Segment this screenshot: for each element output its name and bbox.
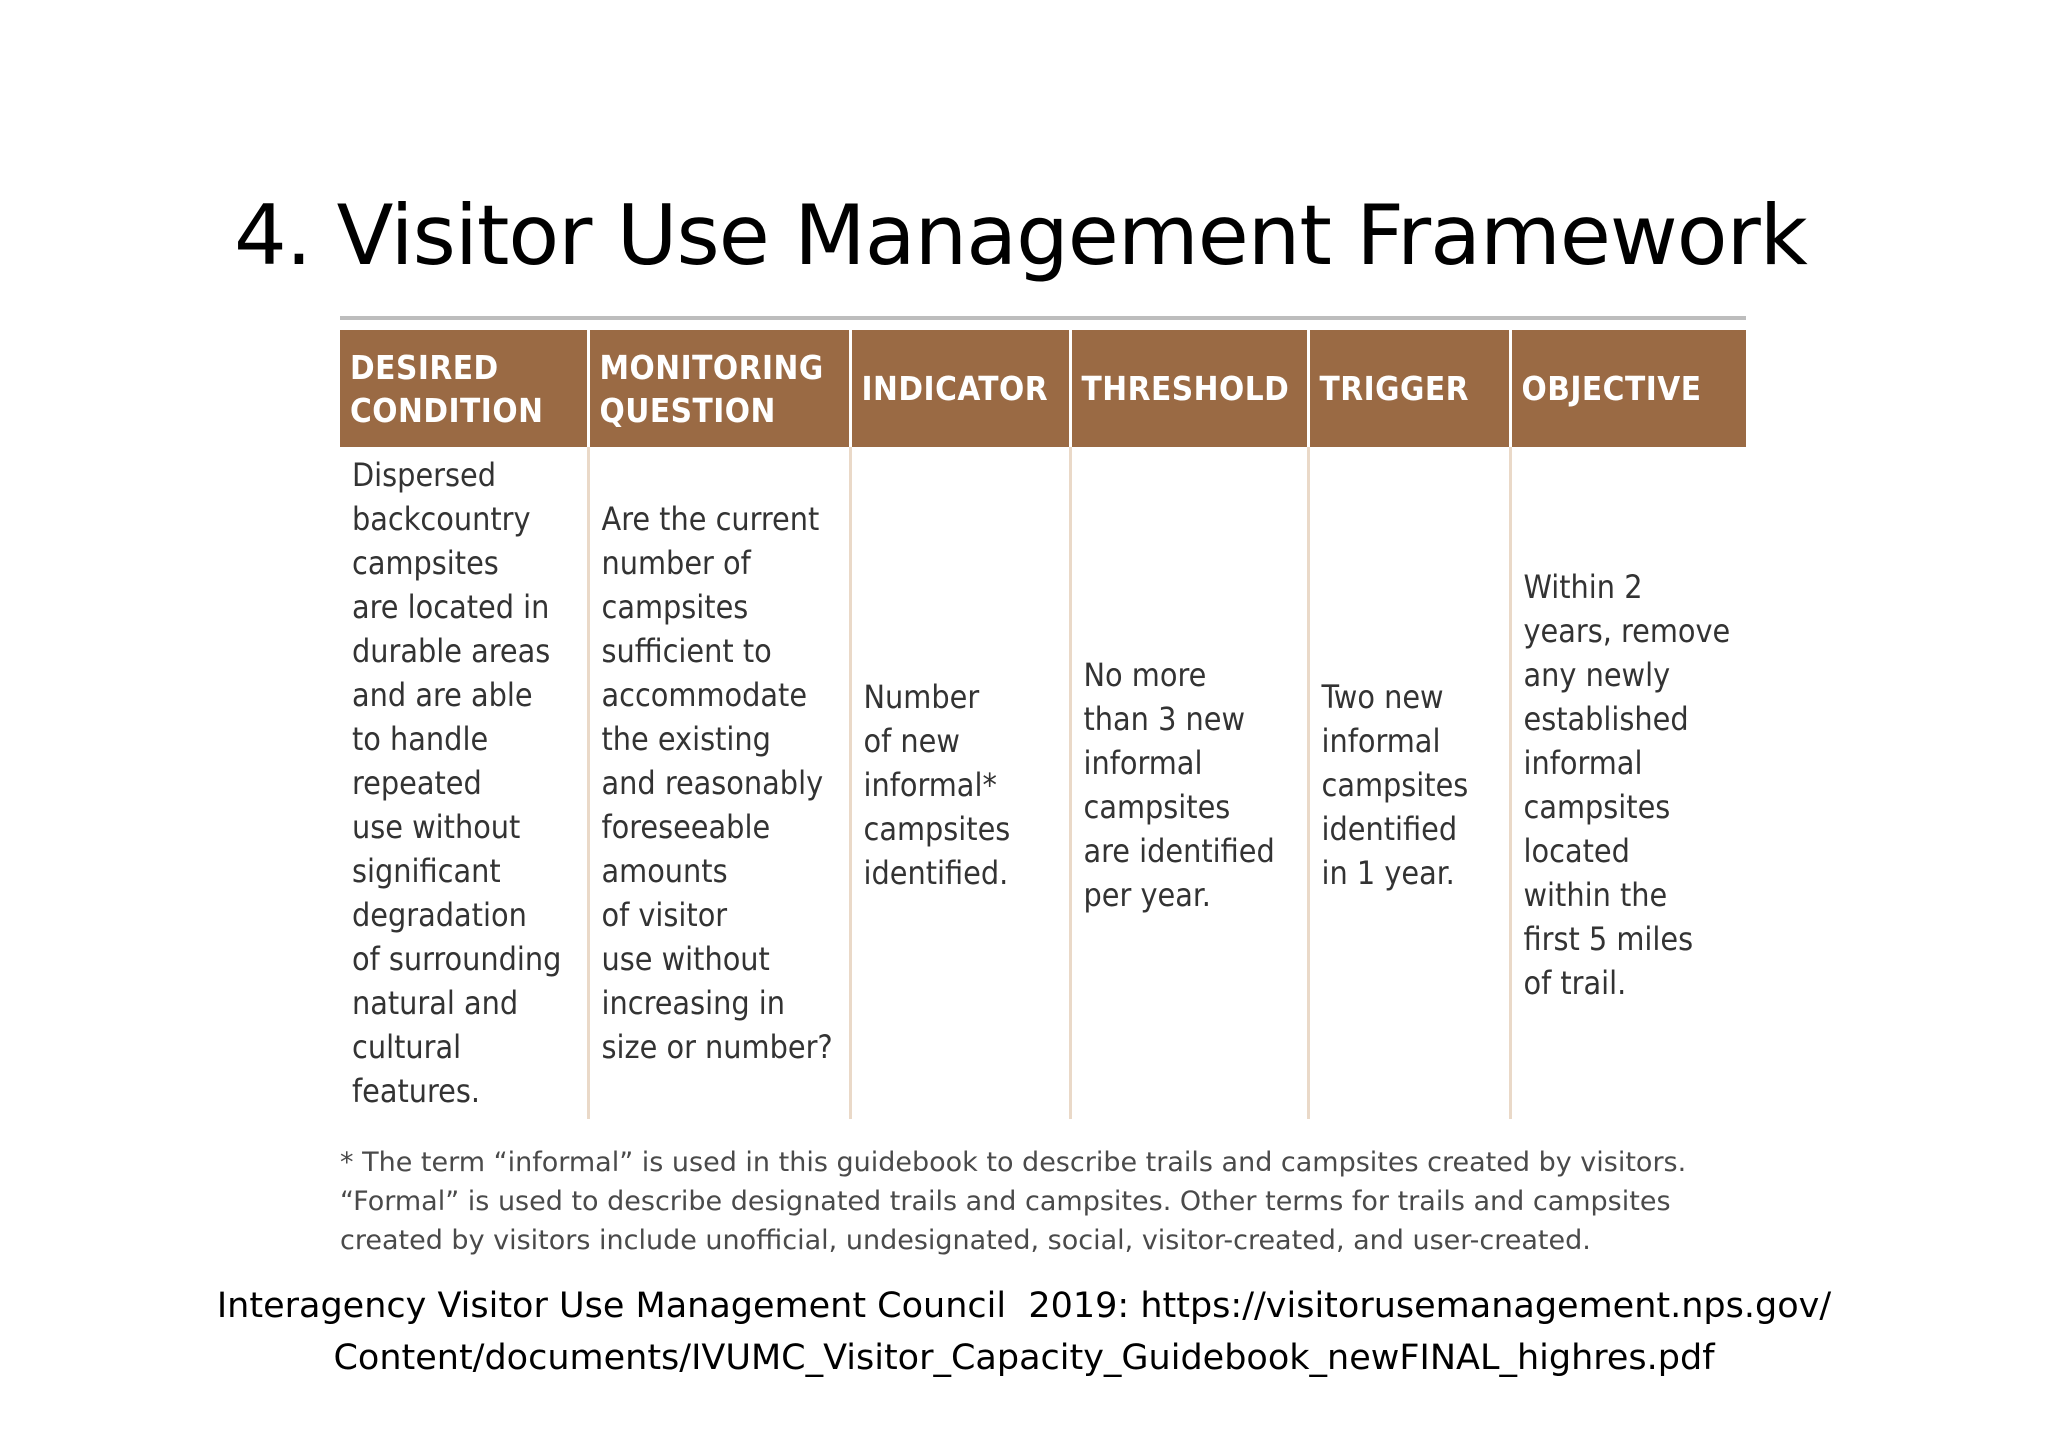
framework-table [340,330,1746,1119]
table-footnote [340,1143,1760,1260]
footnote-line: “Formal” is used to describe designated trails and campsites. Other terms for trails and campsites [340,1186,1671,1217]
footnote-line: * The term “informal” is used in this guidebook to describe trails and campsites created by visitors. [340,1147,1687,1178]
cell-objective: Within 2 years, remove any newly established informal campsites located within the first 5 miles of trail. [1510,447,1746,1119]
table-top-rule [340,316,1746,320]
header-trigger: TRIGGER [1308,330,1510,447]
cell-threshold: No more than 3 new informal campsites are identified per year. [1070,447,1308,1119]
citation-line: Content/documents/IVUMC_Visitor_Capacity_Guidebook_newFINAL_highres.pdf [333,1338,1715,1378]
footnote-line: created by visitors include unofficial, undesignated, social, visitor-created, and user-created. [340,1225,1591,1256]
table-header-row [340,330,1746,447]
header-threshold: THRESHOLD [1070,330,1308,447]
table-row [340,447,1746,1119]
cell-monitoring-question: Are the current number of campsites sufficient to accommodate the existing and reasonably foreseeable amounts of visitor use without increasing in size or number? [588,447,850,1119]
framework-table-container [340,316,1746,1119]
cell-indicator: Number of new informal* campsites identified. [850,447,1070,1119]
header-indicator: INDICATOR [850,330,1070,447]
cell-desired-condition: Dispersed backcountry campsites are located in durable areas and are able to handle repeated use without significant degradation of surrounding natural and cultural features. [352,456,562,1110]
header-desired-condition: DESIRED CONDITION [340,330,588,447]
source-citation [0,1280,2048,1384]
slide-title: 4. Visitor Use Management Framework [234,187,1807,284]
cell-trigger: Two new informal campsites identified in 1 year. [1308,447,1510,1119]
citation-line: Interagency Visitor Use Management Council 2019: https://visitorusemanagement.nps.gov/ [216,1286,1832,1326]
header-monitoring-question: MONITORING QUESTION [588,330,850,447]
header-objective: OBJECTIVE [1510,330,1746,447]
